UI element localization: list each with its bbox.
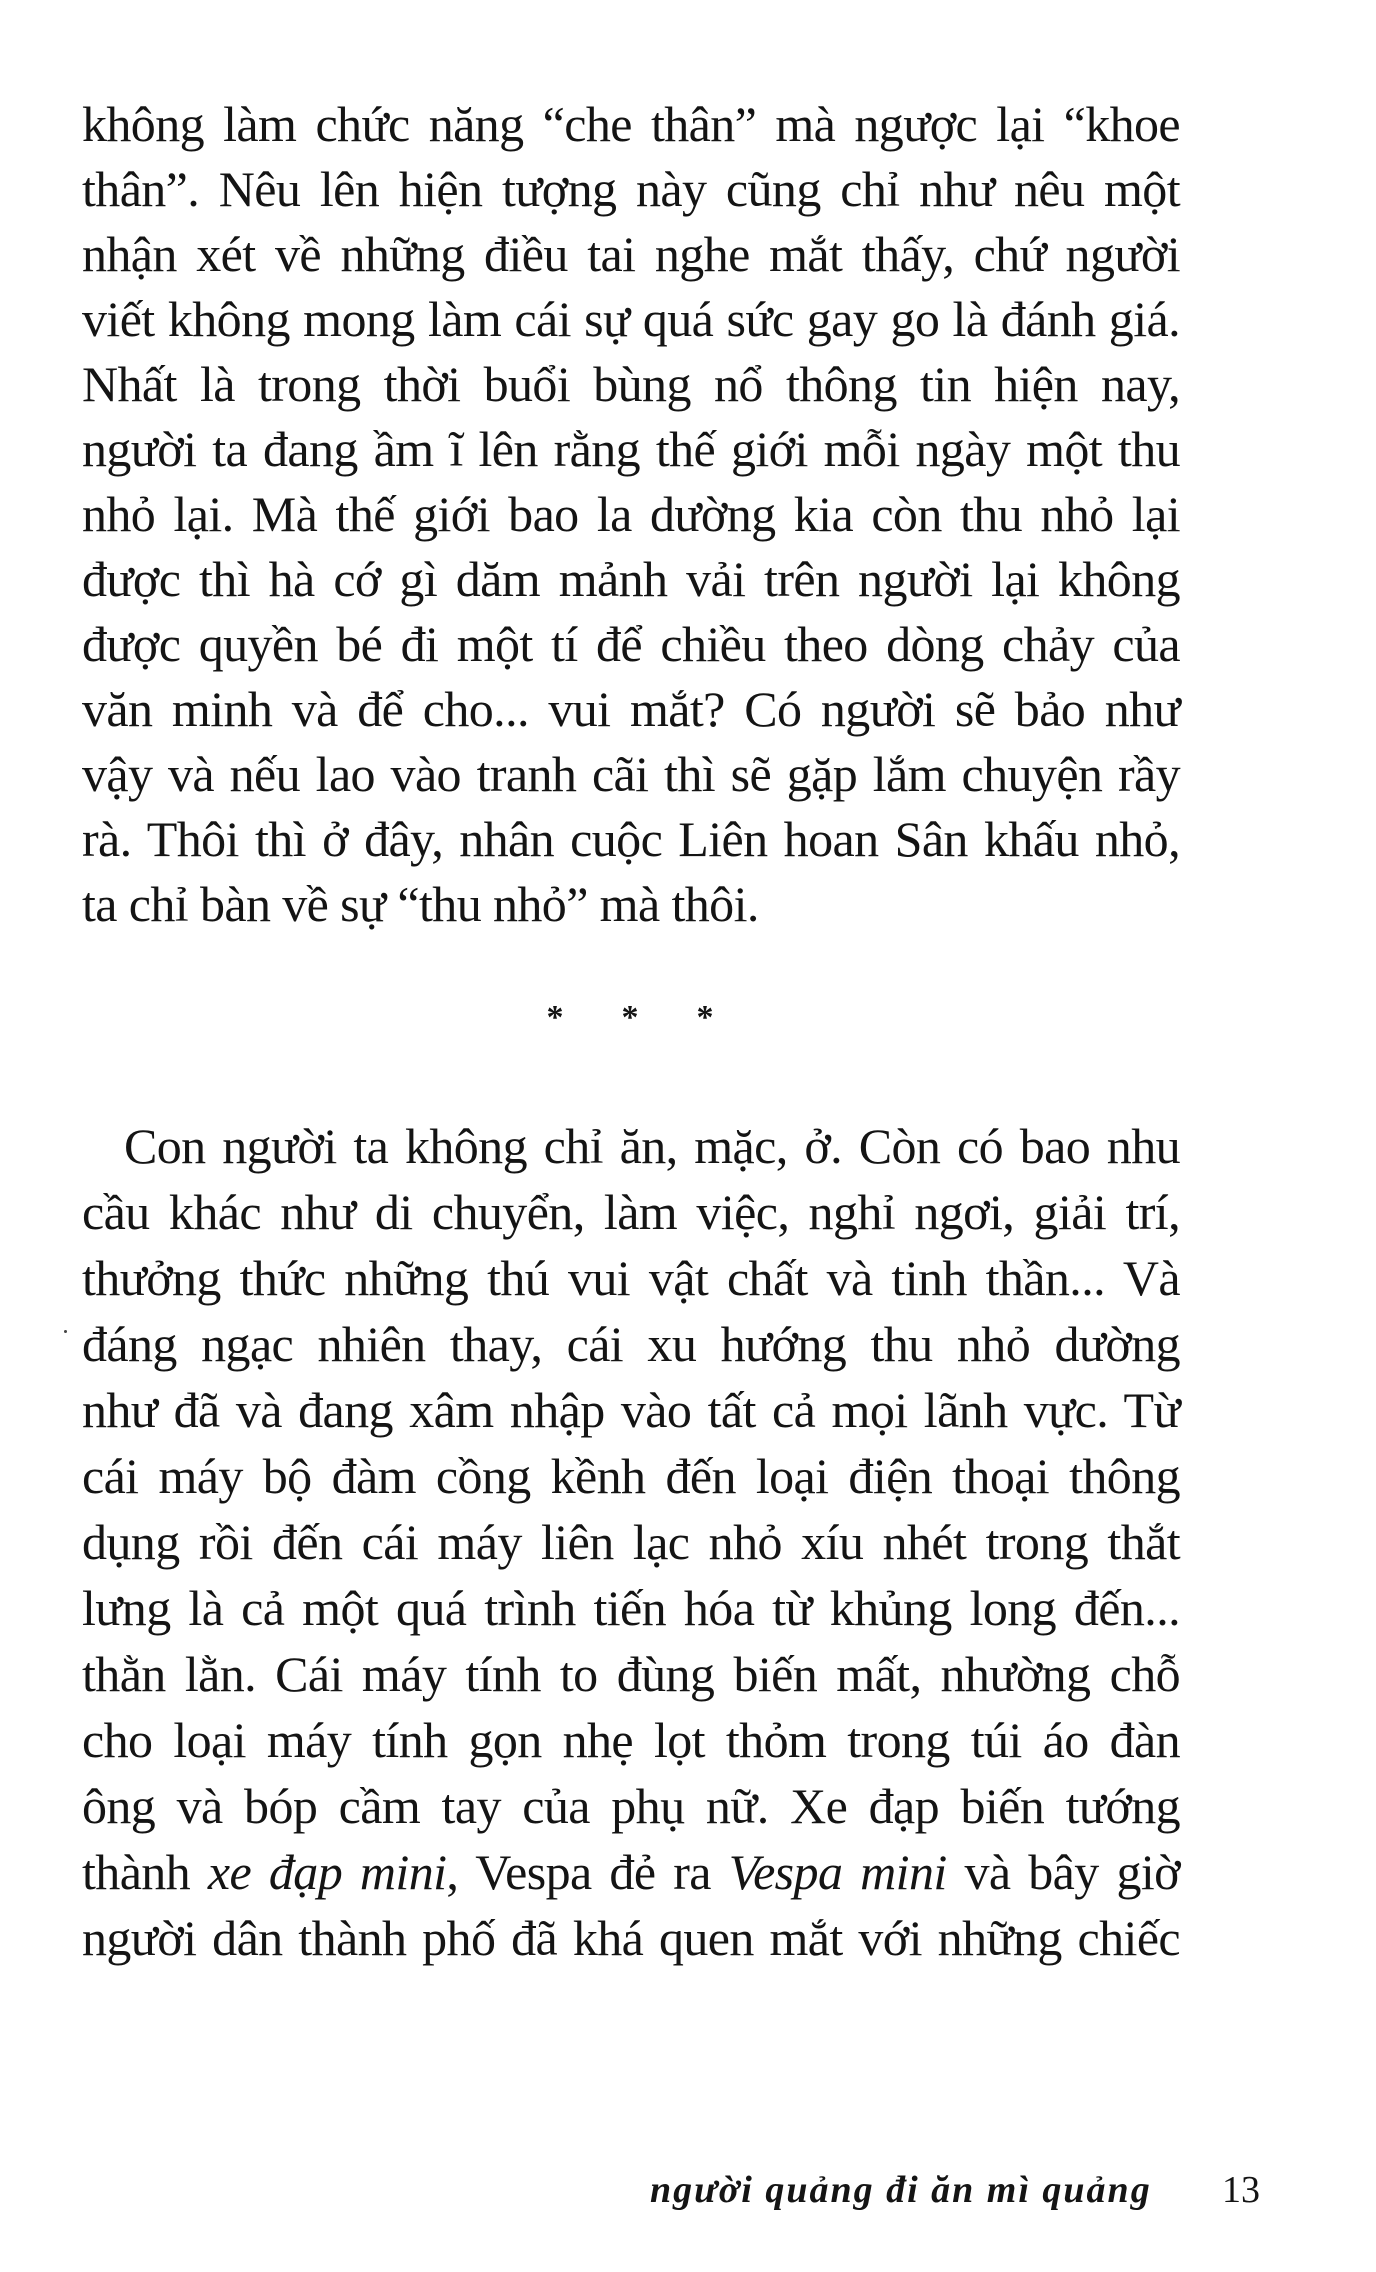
- text-line: như đã và đang xâm nhập vào tất cả mọi lãnh vực. Từ: [82, 1382, 1180, 1438]
- asterisk-icon: *: [696, 999, 714, 1036]
- text-line: được thì hà cớ gì dăm mảnh vải trên người lại không: [82, 551, 1180, 607]
- asterisk-icon: *: [621, 999, 639, 1036]
- text-line: đáng ngạc nhiên thay, cái xu hướng thu nhỏ dường: [82, 1316, 1180, 1372]
- text-line: ta chỉ bàn về sự “thu nhỏ” mà thôi.: [82, 876, 759, 932]
- text-line: nhỏ lại. Mà thế giới bao la dường kia còn thu nhỏ lại: [82, 486, 1180, 542]
- italic-term: xe đạp mini: [207, 1844, 447, 1900]
- text-line: dụng rồi đến cái máy liên lạc nhỏ xíu nhét trong thắt: [82, 1514, 1180, 1570]
- section-separator: [540, 998, 720, 1038]
- text-line: ông và bóp cầm tay của phụ nữ. Xe đạp biến tướng: [82, 1778, 1180, 1834]
- text-line: thưởng thức những thú vui vật chất và tinh thần... Và: [82, 1250, 1180, 1306]
- text-line: người dân thành phố đã khá quen mắt với những chiếc: [82, 1910, 1180, 1966]
- running-title: người quảng đi ăn mì quảng: [650, 2169, 1152, 2211]
- text-line: được quyền bé đi một tí để chiều theo dòng chảy của: [82, 616, 1180, 672]
- text-line: nhận xét về những điều tai nghe mắt thấy, chứ người: [82, 226, 1180, 282]
- text-line: vậy và nếu lao vào tranh cãi thì sẽ gặp lắm chuyện rầy: [82, 746, 1180, 802]
- text-run: , Vespa đẻ ra: [446, 1844, 729, 1900]
- text-line: viết không mong làm cái sự quá sức gay go là đánh giá.: [82, 291, 1180, 347]
- text-line: người ta đang ầm ĩ lên rằng thế giới mỗi ngày một thu: [82, 421, 1180, 477]
- text-line: thân”. Nêu lên hiện tượng này cũng chỉ như nêu một: [82, 161, 1180, 217]
- text-run: và bây giờ: [946, 1844, 1180, 1900]
- text-line: cho loại máy tính gọn nhẹ lọt thỏm trong túi áo đàn: [82, 1712, 1180, 1768]
- text-line-with-italics: [82, 1839, 1180, 1905]
- text-run: thành: [82, 1844, 208, 1900]
- page-number: 13: [1222, 2169, 1260, 2211]
- paragraph-1: [82, 92, 1180, 937]
- text-line: cầu khác như di chuyển, làm việc, nghỉ ngơi, giải trí,: [82, 1184, 1180, 1240]
- italic-term: Vespa mini: [728, 1844, 947, 1900]
- asterisk-icon: *: [546, 999, 564, 1036]
- page-footer: [650, 2168, 1260, 2212]
- text-line: Con người ta không chỉ ăn, mặc, ở. Còn có bao nhu: [124, 1118, 1180, 1174]
- text-line: rà. Thôi thì ở đây, nhân cuộc Liên hoan Sân khấu nhỏ,: [82, 811, 1180, 867]
- text-line: không làm chức năng “che thân” mà ngược lại “khoe: [82, 96, 1180, 152]
- text-line: Nhất là trong thời buổi bùng nổ thông tin hiện nay,: [82, 356, 1180, 412]
- text-line: văn minh và để cho... vui mắt? Có người sẽ bảo như: [82, 681, 1180, 737]
- text-line: thằn lằn. Cái máy tính to đùng biến mất, nhường chỗ: [82, 1646, 1180, 1702]
- paragraph-2: [82, 1113, 1180, 1971]
- text-line: lưng là cả một quá trình tiến hóa từ khủng long đến...: [82, 1580, 1180, 1636]
- scan-speck: [64, 1330, 67, 1333]
- text-line: cái máy bộ đàm cồng kềnh đến loại điện thoại thông: [82, 1448, 1180, 1504]
